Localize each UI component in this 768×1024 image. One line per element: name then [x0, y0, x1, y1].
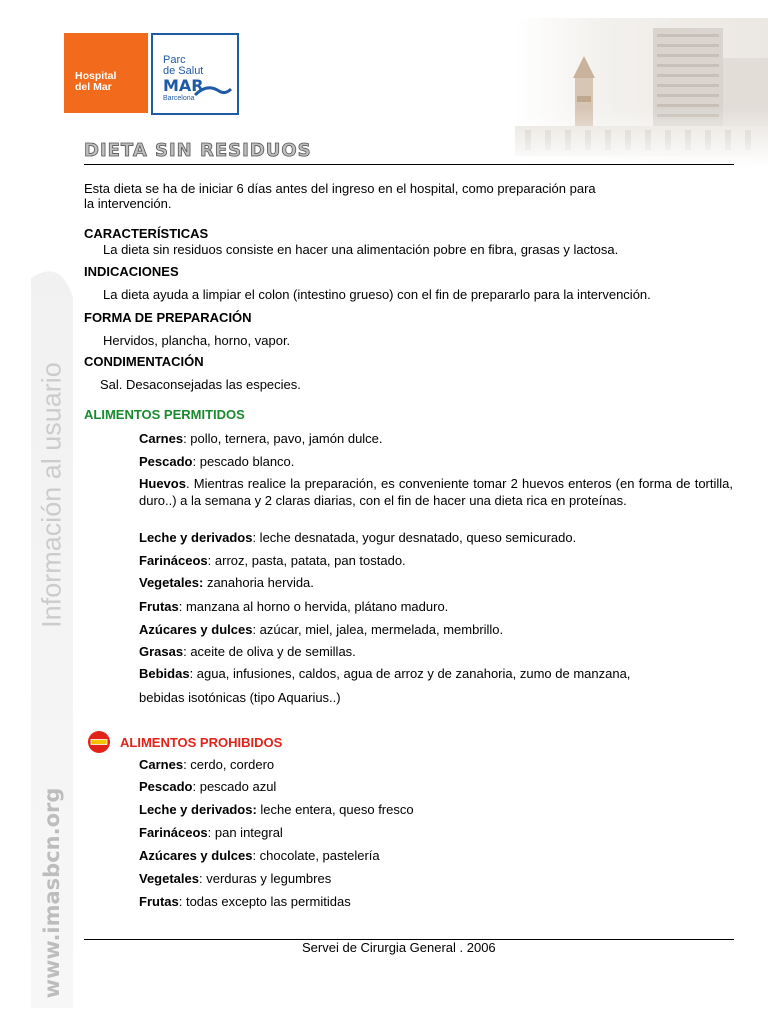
permitido-label: Frutas — [139, 599, 179, 614]
sidebar-info-text: Información al usuario — [36, 362, 67, 628]
prohibidos-heading: ALIMENTOS PROHIBIDOS — [120, 735, 283, 750]
permitido-text: : aceite de oliva y de semillas. — [183, 644, 356, 659]
logo-hospital-line1: Hospital — [75, 70, 117, 82]
prohibido-label: Pescado — [139, 779, 193, 794]
permitido-bebidas — [139, 665, 733, 682]
permitido-leche — [139, 529, 733, 546]
permitido-text: . Mientras realice la preparación, es conveniente tomar 2 huevos enteros (en forma de tortilla, duro..) a la semana y 2 claras diarias, con el fin de hacer una dieta rica en proteínas. — [139, 476, 733, 508]
logo-psm-line3: MAR — [163, 76, 204, 95]
permitido-text: : pescado blanco. — [192, 454, 295, 469]
condimentacion-text: Sal. Desaconsejadas las especies. — [100, 377, 301, 392]
hospital-building-photo — [515, 18, 768, 168]
logo-psm-line4: Barcelona — [163, 95, 195, 102]
permitido-label: Huevos — [139, 476, 186, 491]
permitido-farinaceos — [139, 552, 733, 569]
indicaciones-text: La dieta ayuda a limpiar el colon (intestino grueso) con el fin de prepararlo para la intervención. — [103, 287, 651, 302]
permitido-text: : leche desnatada, yogur desnatado, queso semicurado. — [252, 530, 577, 545]
sidebar-url: www.imasbcn.org — [40, 787, 64, 999]
permitido-label: Vegetales: — [139, 575, 204, 590]
logo-hospital-line2: del Mar — [75, 81, 112, 93]
intro-line1: Esta dieta se ha de iniciar 6 días antes del ingreso en el hospital, como preparación para — [84, 181, 596, 196]
permitido-pescado — [139, 453, 733, 470]
permitido-label: Pescado — [139, 454, 193, 469]
permitido-label: Azúcares y dulces — [139, 622, 253, 637]
title-divider — [84, 164, 734, 165]
prohibido-frutas — [139, 893, 733, 910]
prohibido-text: leche entera, queso fresco — [256, 802, 414, 817]
permitido-huevos — [139, 475, 733, 509]
permitido-grasas — [139, 643, 733, 660]
prohibido-leche — [139, 801, 733, 818]
prohibido-vegetales — [139, 870, 733, 887]
prohibido-label: Leche y derivados: — [139, 802, 257, 817]
prohibido-farinaceos — [139, 824, 733, 841]
permitido-text: : manzana al horno o hervida, plátano maduro. — [178, 599, 449, 614]
caracteristicas-heading: CARACTERÍSTICAS — [84, 226, 209, 241]
caracteristicas-text: La dieta sin residuos consiste en hacer una alimentación pobre en fibra, grasas y lactosa. — [103, 242, 619, 257]
intro-line2: la intervención. — [84, 196, 172, 211]
permitido-azucares — [139, 621, 733, 638]
permitido-label: Leche y derivados — [139, 530, 253, 545]
permitido-label: Grasas — [139, 644, 184, 659]
prohibido-text: : chocolate, pastelería — [252, 848, 380, 863]
permitido-text: : agua, infusiones, caldos, agua de arroz y de zanahoria, zumo de manzana, — [189, 666, 631, 681]
prohibido-label: Frutas — [139, 894, 179, 909]
permitidos-heading: ALIMENTOS PERMITIDOS — [84, 407, 245, 422]
document-title: DIETA SIN RESIDUOS — [84, 140, 312, 161]
permitido-frutas — [139, 598, 733, 615]
footer-text: Servei de Cirurgia General . 2006 — [302, 940, 496, 955]
prohibido-pescado — [139, 778, 733, 795]
prohibido-text: : cerdo, cordero — [183, 757, 275, 772]
permitido-text: : pollo, ternera, pavo, jamón dulce. — [183, 431, 383, 446]
prohibido-label: Carnes — [139, 757, 184, 772]
parc-de-salut-mar-logo — [151, 33, 239, 115]
prohibido-text: : pan integral — [207, 825, 283, 840]
prohibido-text: : pescado azul — [192, 779, 277, 794]
prohibido-azucares — [139, 847, 733, 864]
permitido-vegetales — [139, 574, 733, 591]
wave-icon — [193, 81, 233, 101]
indicaciones-heading: INDICACIONES — [84, 264, 179, 279]
permitido-text: : arroz, pasta, patata, pan tostado. — [207, 553, 406, 568]
prohibido-carnes — [139, 756, 733, 773]
permitido-label: Farináceos — [139, 553, 208, 568]
preparacion-heading: FORMA DE PREPARACIÓN — [84, 310, 252, 325]
prohibido-label: Vegetales — [139, 871, 199, 886]
prohibido-label: Farináceos — [139, 825, 208, 840]
condimentacion-heading: CONDIMENTACIÓN — [84, 354, 204, 369]
permitido-label: Carnes — [139, 431, 184, 446]
permitido-label: Bebidas — [139, 666, 190, 681]
permitido-text: : azúcar, miel, jalea, mermelada, membrillo. — [252, 622, 504, 637]
permitido-text: zanahoria hervida. — [203, 575, 314, 590]
logo-psm-line2: de Salut — [163, 65, 204, 77]
permitido-carnes — [139, 430, 733, 447]
hospital-del-mar-logo — [64, 33, 148, 113]
permitido-bebidas-cont: bebidas isotónicas (tipo Aquarius..) — [139, 690, 341, 705]
prohibido-label: Azúcares y dulces — [139, 848, 253, 863]
preparacion-text: Hervidos, plancha, horno, vapor. — [103, 333, 291, 348]
prohibido-text: : todas excepto las permitidas — [178, 894, 351, 909]
logo-psm-line1: Parc — [163, 54, 186, 66]
prohibido-text: : verduras y legumbres — [199, 871, 332, 886]
no-entry-icon — [87, 730, 111, 754]
